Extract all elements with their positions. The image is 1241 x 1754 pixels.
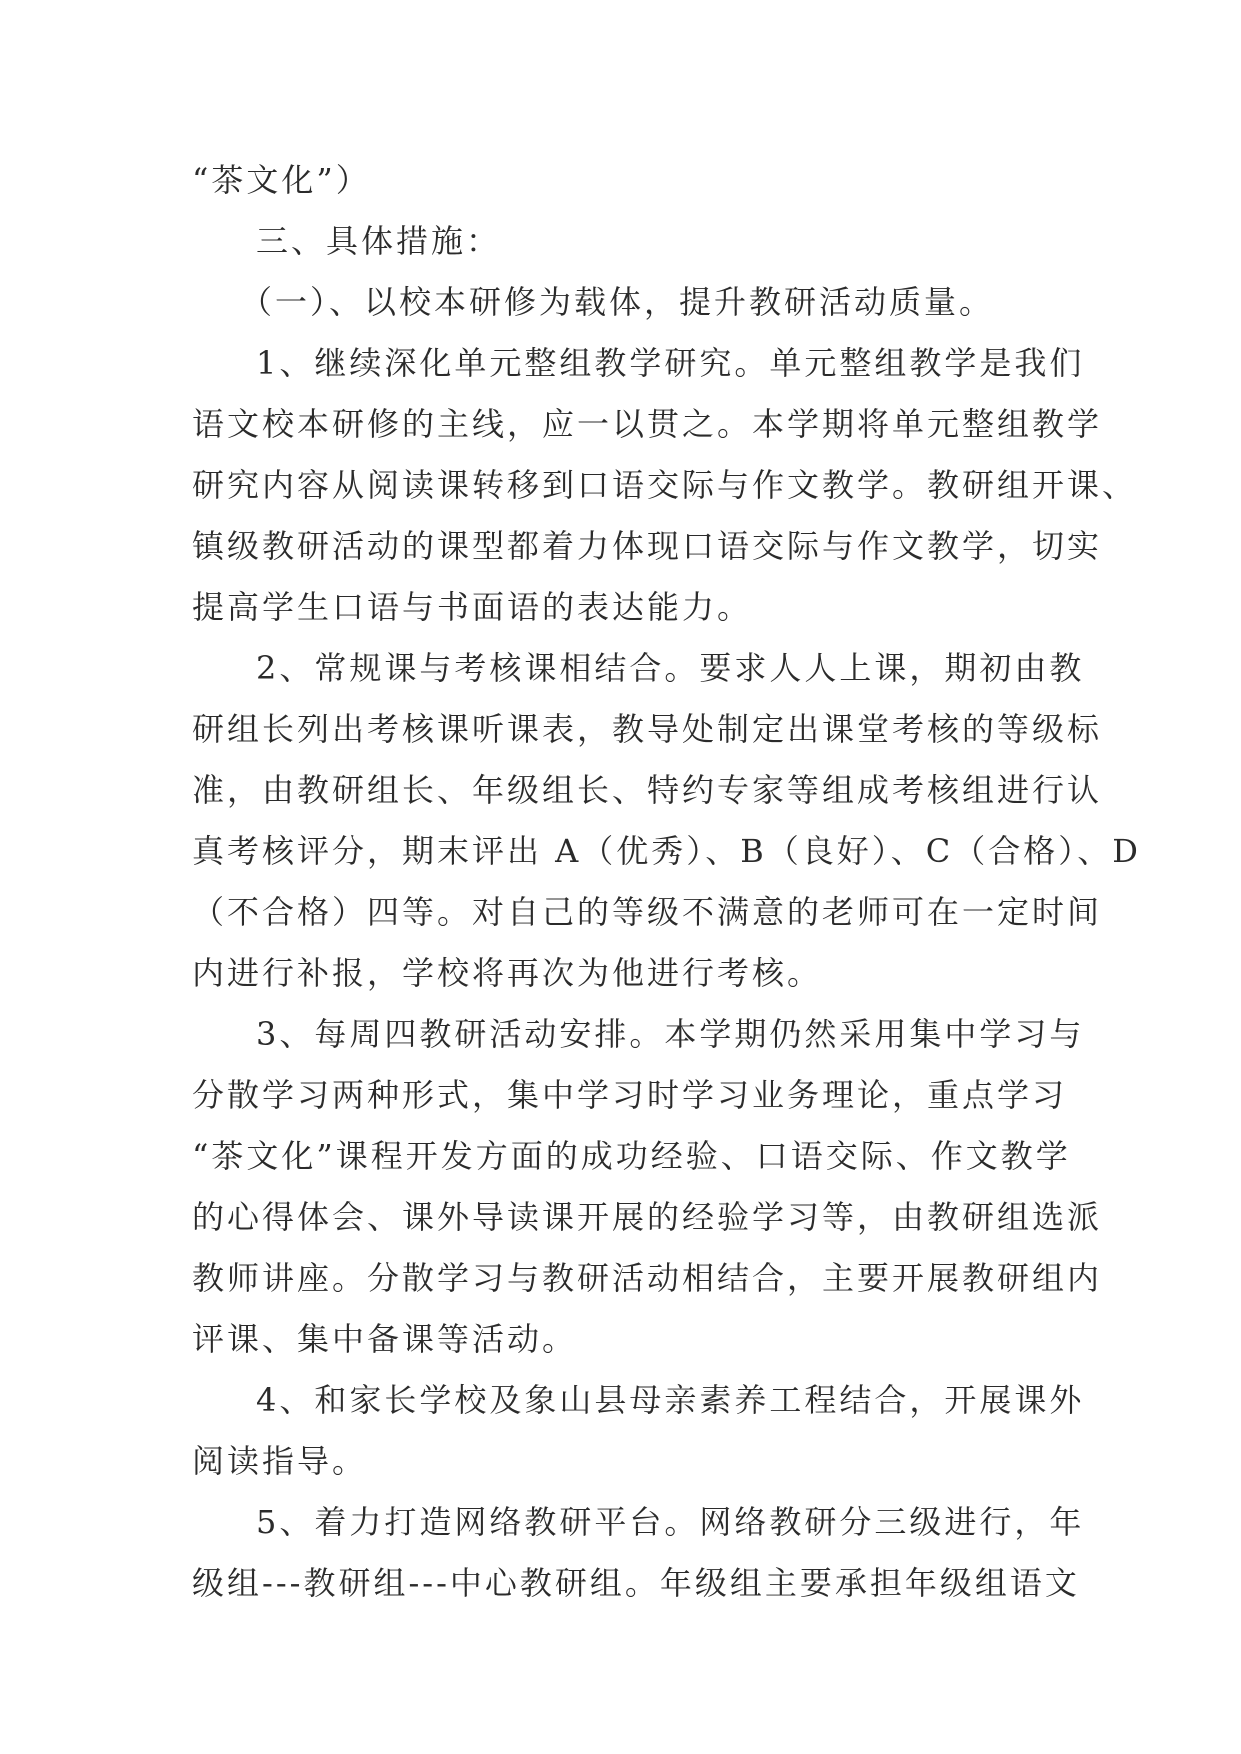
text-line: 4、和家长学校及象山县母亲素养工程结合，开展课外 bbox=[256, 1381, 1085, 1419]
text-line: 研究内容从阅读课转移到口语交际与作文教学。教研组开课、 bbox=[192, 466, 1138, 504]
text-line: 评课、集中备课等活动。 bbox=[192, 1320, 578, 1358]
text-line: 的心得体会、课外导读课开展的经验学习等，由教研组选派 bbox=[192, 1198, 1103, 1236]
text-line: （不合格）四等。对自己的等级不满意的老师可在一定时间 bbox=[192, 893, 1103, 931]
text-line: 分散学习两种形式，集中学习时学习业务理论，重点学习 bbox=[192, 1076, 1068, 1114]
text-line: 级组---教研组---中心教研组。年级组主要承担年级组语文 bbox=[192, 1564, 1080, 1602]
text-line: “茶文化”） bbox=[192, 161, 371, 199]
text-line: 镇级教研活动的课型都着力体现口语交际与作文教学，切实 bbox=[192, 527, 1103, 565]
text-line: “茶文化”课程开发方面的成功经验、口语交际、作文教学 bbox=[192, 1137, 1071, 1175]
subsection-heading: （一）、以校本研修为载体，提升教研活动质量。 bbox=[240, 283, 995, 321]
text-line: 提高学生口语与书面语的表达能力。 bbox=[192, 588, 753, 626]
text-line: 语文校本研修的主线，应一以贯之。本学期将单元整组教学 bbox=[192, 405, 1103, 443]
text-line: 5、着力打造网络教研平台。网络教研分三级进行，年 bbox=[256, 1503, 1085, 1541]
text-line: 2、常规课与考核课相结合。要求人人上课，期初由教 bbox=[256, 649, 1085, 687]
text-line: 1、继续深化单元整组教学研究。单元整组教学是我们 bbox=[256, 344, 1085, 382]
text-line: 准，由教研组长、年级组长、特约专家等组成考核组进行认 bbox=[192, 771, 1103, 809]
text-line: 教师讲座。分散学习与教研活动相结合，主要开展教研组内 bbox=[192, 1259, 1103, 1297]
text-line: 阅读指导。 bbox=[192, 1442, 368, 1480]
section-heading: 三、具体措施： bbox=[256, 222, 502, 260]
document-body bbox=[192, 150, 1141, 1614]
text-line: 真考核评分，期末评出 A（优秀）、B（良好）、C（合格）、D bbox=[192, 832, 1141, 870]
text-line: 研组长列出考核课听课表，教导处制定出课堂考核的等级标 bbox=[192, 710, 1103, 748]
text-line: 3、每周四教研活动安排。本学期仍然采用集中学习与 bbox=[256, 1015, 1085, 1053]
text-line: 内进行补报，学校将再次为他进行考核。 bbox=[192, 954, 823, 992]
